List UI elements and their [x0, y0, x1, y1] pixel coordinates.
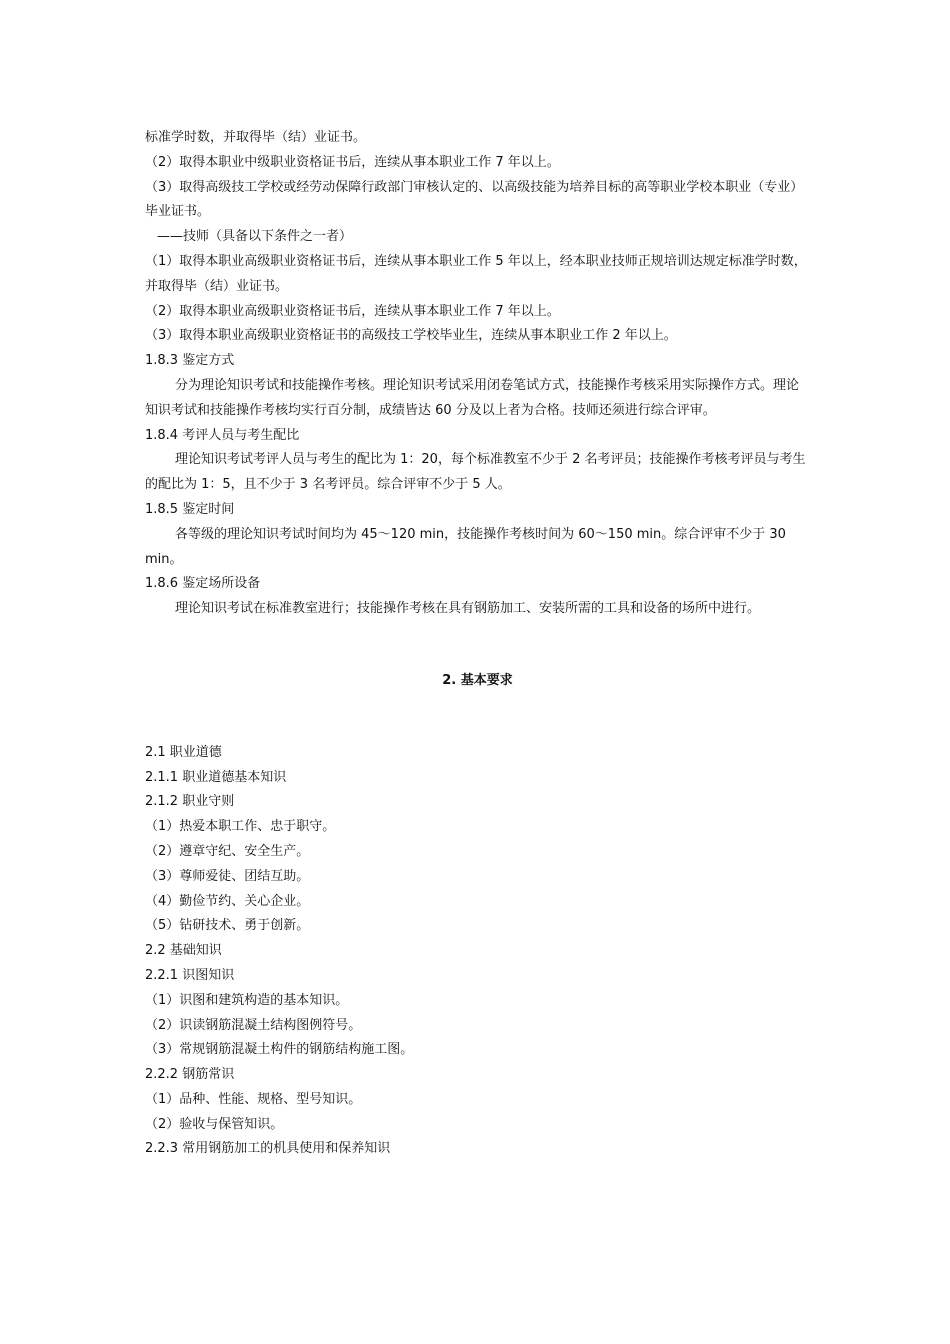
list-item: （2）识读钢筋混凝土结构图例符号。 — [145, 1017, 362, 1033]
text-paragraph: 各等级的理论知识考试时间均为 45～120 min，技能操作考核时间为 60～150 min。综合评审不少于 30 min。 — [145, 526, 786, 567]
list-item: （2）验收与保管知识。 — [145, 1116, 284, 1132]
list-item: （3）尊师爱徒、团结互助。 — [145, 868, 310, 884]
text-line: ——技师（具备以下条件之一者） — [157, 229, 353, 245]
section-heading: 2.2.1 识图知识 — [145, 967, 235, 983]
text-paragraph: 理论知识考试考评人员与考生的配比为 1：20，每个标准教室不少于 2 名考评员；技能操作考核考评员与考生的配比为 1：5，且不少于 3 名考评员。综合评审不少于 5 人。 — [145, 452, 806, 493]
text-paragraph: （3）取得高级技工学校或经劳动保障行政部门审核认定的、以高级技能为培养目标的高等职业学校本职业（专业）毕业证书。 — [145, 179, 804, 220]
section-heading: 1.8.5 鉴定时间 — [145, 501, 235, 517]
text-line: （3）取得本职业高级职业资格证书的高级技工学校毕业生，连续从事本职业工作 2 年以上。 — [145, 328, 677, 344]
list-item: （5）钻研技术、勇于创新。 — [145, 918, 310, 934]
text-paragraph: （1）取得本职业高级职业资格证书后，连续从事本职业工作 5 年以上，经本职业技师正规培训达规定标准学时数，并取得毕（结）业证书。 — [145, 253, 807, 294]
text-line: （2）取得本职业中级职业资格证书后，连续从事本职业工作 7 年以上。 — [145, 154, 560, 170]
section-heading: 1.8.3 鉴定方式 — [145, 353, 235, 369]
list-item: （1）热爱本职工作、忠于职守。 — [145, 819, 336, 835]
list-item: （3）常规钢筋混凝土构件的钢筋结构施工图。 — [145, 1042, 414, 1058]
text-paragraph: 理论知识考试在标准教室进行；技能操作考核在具有钢筋加工、安装所需的工具和设备的场所中进行。 — [175, 601, 761, 617]
text-paragraph: 分为理论知识考试和技能操作考核。理论知识考试采用闭卷笔试方式，技能操作考核采用实际操作方式。理论知识考试和技能操作考核均实行百分制，成绩皆达 60 分及以上者为合格。技师还须进行综合评审。 — [145, 377, 800, 418]
list-item: （1）识图和建筑构造的基本知识。 — [145, 992, 349, 1008]
text-line: （2）取得本职业高级职业资格证书后，连续从事本职业工作 7 年以上。 — [145, 303, 560, 319]
section-heading: 2.1.1 职业道德基本知识 — [145, 769, 287, 785]
text-line: 标准学时数，并取得毕（结）业证书。 — [145, 130, 367, 145]
section-heading: 2.2 基础知识 — [145, 943, 222, 959]
section-heading: 2.1.2 职业守则 — [145, 794, 235, 810]
section-heading: 2.1 职业道德 — [145, 744, 222, 760]
section-heading: 2.2.2 钢筋常识 — [145, 1067, 235, 1083]
section-heading: 2.2.3 常用钢筋加工的机具使用和保养知识 — [145, 1141, 391, 1157]
section-heading: 1.8.6 鉴定场所设备 — [145, 576, 261, 592]
chapter-title: 2. 基本要求 — [442, 672, 513, 688]
document-body — [145, 126, 810, 1162]
list-item: （1）品种、性能、规格、型号知识。 — [145, 1091, 362, 1107]
list-item: （2）遵章守纪、安全生产。 — [145, 843, 310, 859]
section-heading: 1.8.4 考评人员与考生配比 — [145, 427, 300, 443]
list-item: （4）勤俭节约、关心企业。 — [145, 893, 310, 909]
